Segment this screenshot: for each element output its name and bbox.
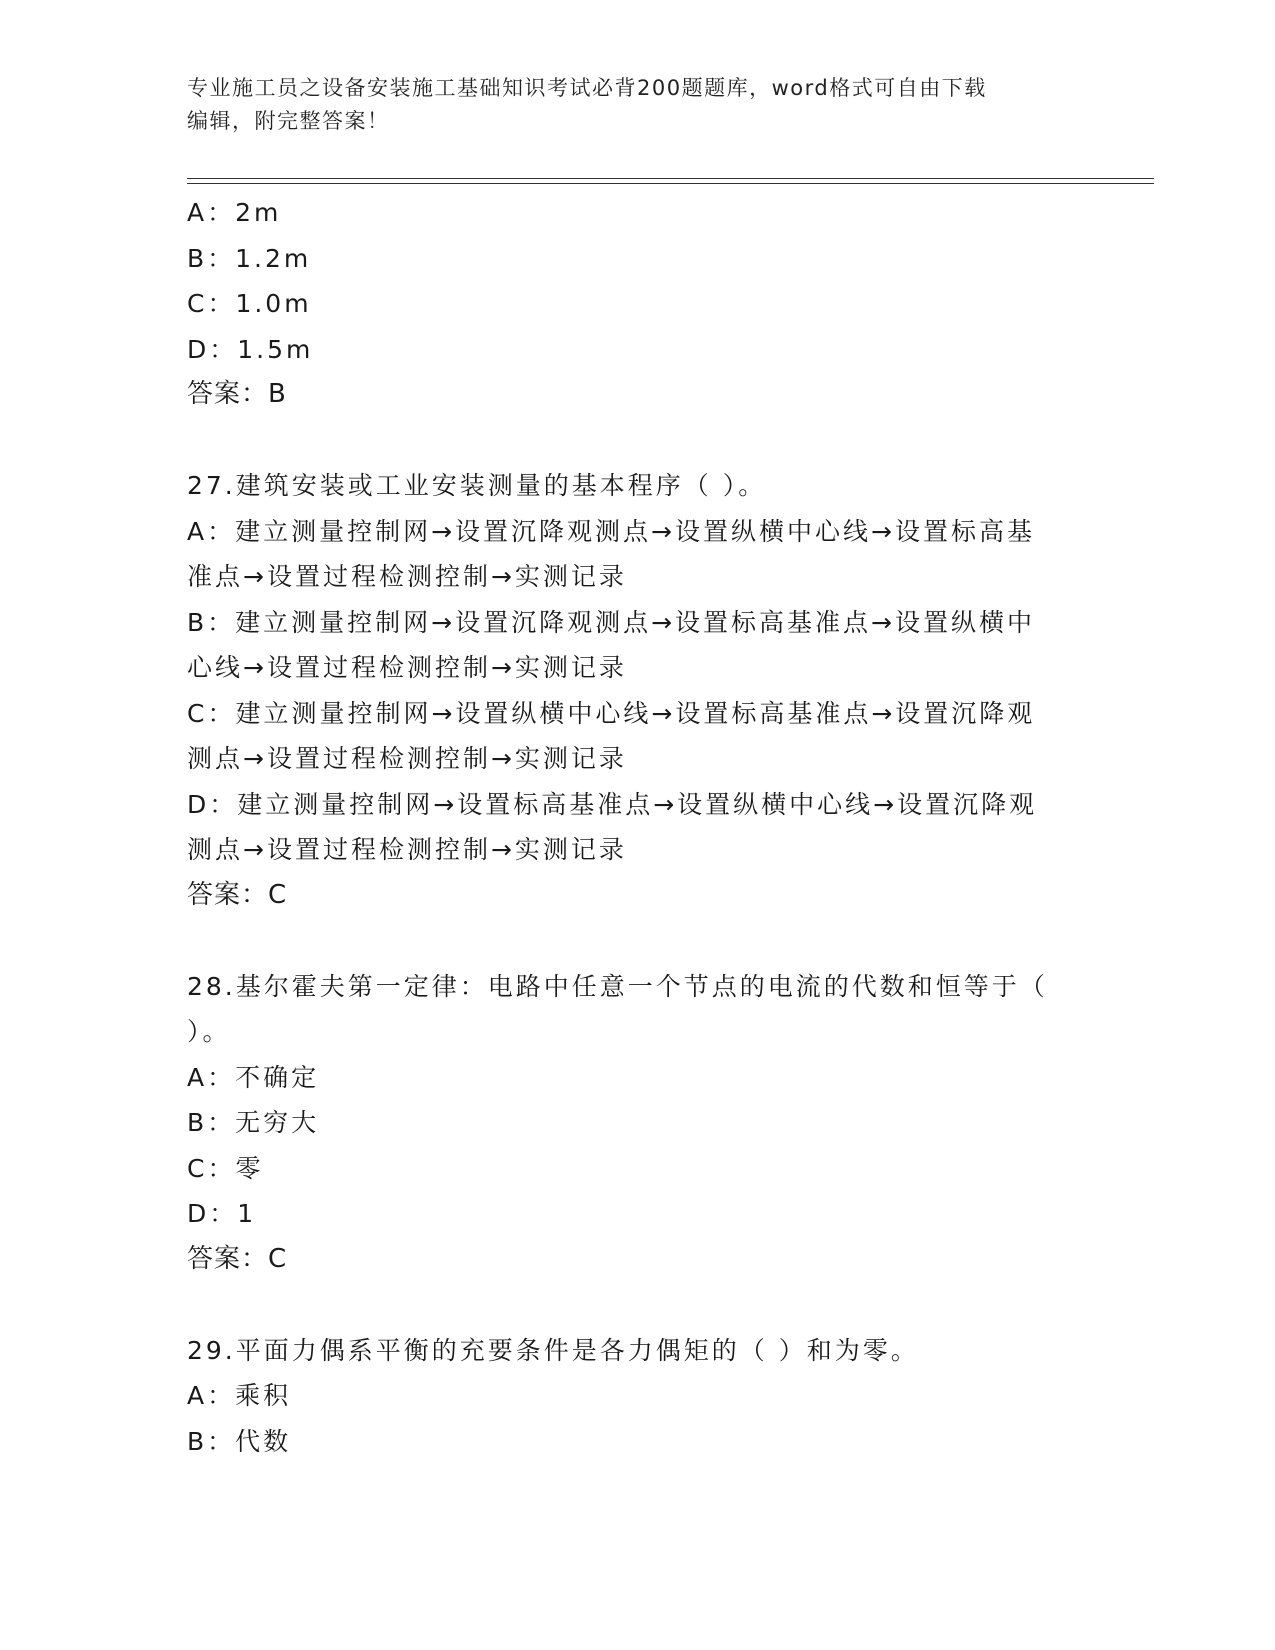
answer-line: 答案：C <box>187 1243 288 1274</box>
option-b: B：无穷大 <box>187 1108 320 1137</box>
option-a: A：不确定 <box>187 1062 320 1092</box>
question-26-continued <box>187 190 1077 418</box>
document-header <box>187 72 1067 138</box>
question-stem-line-2: ）。 <box>187 1017 231 1046</box>
option-d-line-2: 测点→设置过程检测控制→实测记录 <box>187 835 627 864</box>
answer-line: 答案：B <box>187 379 287 409</box>
option-d: D：1.5m <box>187 334 314 364</box>
question-stem: 29.平面力偶系平衡的充要条件是各力偶矩的（ ）和为零。 <box>187 1335 919 1365</box>
option-d-line-1: D：建立测量控制网→设置标高基准点→设置纵横中心线→设置沉降观 <box>187 789 1038 819</box>
question-stem-line-1: 28.基尔霍夫第一定律：电路中任意一个节点的电流的代数和恒等于（ <box>187 971 1048 1001</box>
header-title-line-1: 专业施工员之设备安装施工基础知识考试必背200题题库，word格式可自由下载 <box>187 76 987 100</box>
option-b-line-1: B：建立测量控制网→设置沉降观测点→设置标高基准点→设置纵横中 <box>187 607 1035 637</box>
option-c: C：零 <box>187 1153 264 1183</box>
option-c-line-1: C：建立测量控制网→设置纵横中心线→设置标高基准点→设置沉降观 <box>187 698 1036 728</box>
option-a-line-2: 准点→设置过程检测控制→实测记录 <box>187 562 627 591</box>
question-29 <box>187 1328 1077 1465</box>
option-b-line-2: 心线→设置过程检测控制→实测记录 <box>187 653 627 682</box>
option-a: A：乘积 <box>187 1381 292 1410</box>
option-a-line-1: A：建立测量控制网→设置沉降观测点→设置纵横中心线→设置标高基 <box>187 516 1035 546</box>
option-c-line-2: 测点→设置过程检测控制→实测记录 <box>187 744 627 773</box>
spacer <box>187 1282 1077 1328</box>
option-c: C：1.0m <box>187 289 312 318</box>
question-27 <box>187 463 1077 918</box>
header-divider-top <box>187 178 1154 179</box>
option-d: D：1 <box>187 1199 257 1228</box>
option-a: A：2m <box>187 198 282 227</box>
option-b: B：代数 <box>187 1426 292 1456</box>
question-28 <box>187 964 1077 1283</box>
header-divider-bottom <box>187 183 1154 184</box>
header-title-line-2: 编辑，附完整答案！ <box>187 109 390 133</box>
spacer <box>187 418 1077 464</box>
question-list <box>187 190 1077 1464</box>
question-stem: 27.建筑安装或工业安装测量的基本程序（ ）。 <box>187 471 767 500</box>
answer-line: 答案：C <box>187 879 288 910</box>
option-b: B：1.2m <box>187 243 312 273</box>
spacer <box>187 918 1077 964</box>
